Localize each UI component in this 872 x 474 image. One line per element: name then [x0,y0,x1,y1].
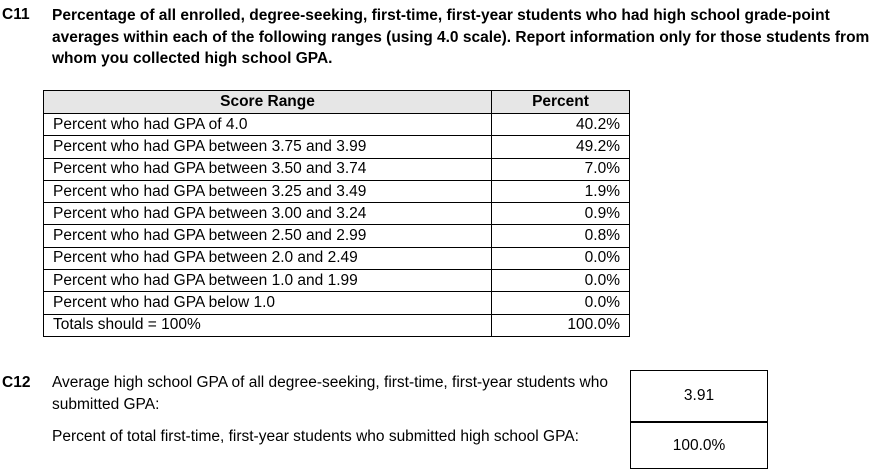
percent-header: Percent [492,91,630,114]
c12-section-code: C12 [2,374,31,391]
table-row [44,314,630,336]
score-range-cell: Totals should = 100% [44,314,492,336]
percent-submitted-question: Percent of total first-time, first-year students who submitted high school GPA: [52,428,579,445]
score-range-cell: Percent who had GPA between 3.50 and 3.74 [44,158,492,180]
table-row [44,203,630,225]
score-range-cell: Percent who had GPA between 3.00 and 3.24 [44,203,492,225]
score-range-cell: Percent who had GPA between 3.25 and 3.49 [44,180,492,202]
percent-cell: 0.0% [492,247,630,269]
percent-cell: 49.2% [492,136,630,158]
percent-cell: 100.0% [492,314,630,336]
score-range-cell: Percent who had GPA between 2.50 and 2.99 [44,225,492,247]
average-gpa-question: Average high school GPA of all degree-seeking, first-time, first-year students who submitted GPA: [52,374,608,413]
percent-cell: 0.0% [492,270,630,292]
percent-cell: 40.2% [492,114,630,136]
gpa-range-table [43,90,630,337]
table-row [44,225,630,247]
table-row [44,292,630,314]
table-header-row [44,91,630,114]
percent-submitted-value: 100.0% [672,436,726,454]
score-range-cell: Percent who had GPA between 3.75 and 3.99 [44,136,492,158]
percent-cell: 0.9% [492,203,630,225]
percent-submitted-value-box [630,422,768,469]
table-row [44,158,630,180]
score-range-cell: Percent who had GPA of 4.0 [44,114,492,136]
c11-description: Percentage of all enrolled, degree-seeking, first-time, first-year students who had high school grade-point averages within each of the following ranges (using 4.0 scale). Report information only for those students from whom you collected high school GPA. [52,7,870,67]
score-range-header: Score Range [44,91,492,114]
c11-section-code: C11 [2,6,30,23]
table-row [44,136,630,158]
percent-cell: 0.8% [492,225,630,247]
gpa-table-body [44,114,630,337]
table-row [44,180,630,202]
average-gpa-value-box [630,370,768,422]
percent-cell: 0.0% [492,292,630,314]
score-range-cell: Percent who had GPA between 2.0 and 2.49 [44,247,492,269]
score-range-cell: Percent who had GPA below 1.0 [44,292,492,314]
percent-cell: 7.0% [492,158,630,180]
percent-cell: 1.9% [492,180,630,202]
score-range-cell: Percent who had GPA between 1.0 and 1.99 [44,270,492,292]
table-row [44,114,630,136]
table-row [44,247,630,269]
table-row [44,270,630,292]
average-gpa-value: 3.91 [683,387,715,404]
